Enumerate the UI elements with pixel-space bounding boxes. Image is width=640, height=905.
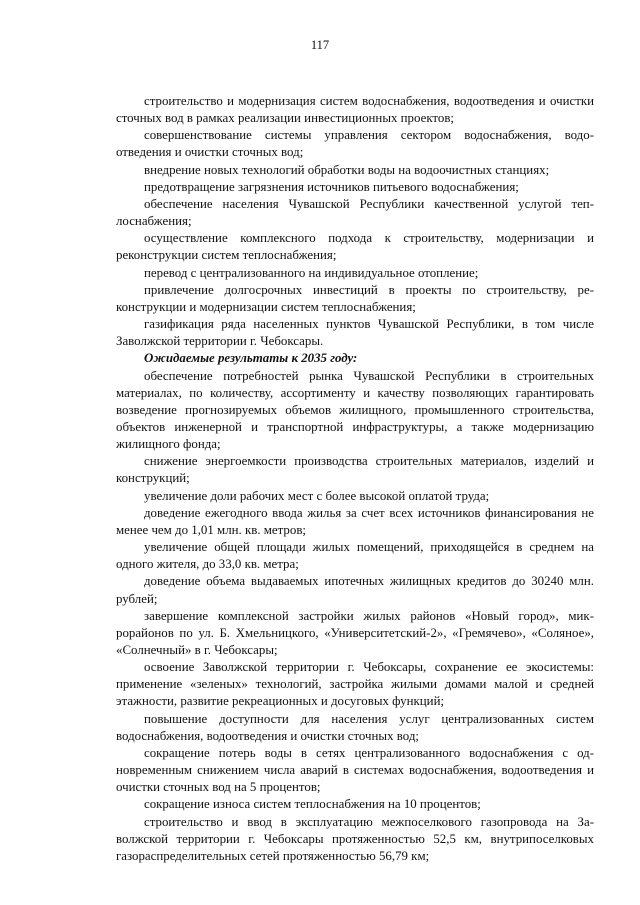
paragraph: внедрение новых технологий обработки воды на водоочистных станциях; <box>144 162 550 177</box>
paragraph: повышение доступности для населения услуг централизованных систем водоснабжения, водоотведения и очистки сточных вод; <box>116 711 594 743</box>
paragraph: газификация ряда населенных пунктов Чувашской Республики, в том числе Заволжской территории г. Чебоксары. <box>116 317 594 349</box>
paragraph: привлечение долгосрочных инвестиций в проекты по строительству, реконструкции и модернизации систем теплоснабжения; <box>116 282 594 314</box>
page-number: 117 <box>310 38 330 52</box>
paragraph: освоение Заволжской территории г. Чебоксары, сохранение ее экосистемы: применение «зеленых» технологий, застройка жилыми домами малой и средней этажности, развитие рекреационных и досуговых функций; <box>116 660 594 709</box>
paragraph: обеспечение населения Чувашской Республики качественной услугой теплоснабжения; <box>116 196 594 229</box>
paragraph: сокращение потерь воды в сетях централизованного водоснабжения с одновременным снижением числа аварий в системах водоснабжения, водоотведения и очистки сточных вод на 5 процентов; <box>116 745 594 795</box>
paragraph: перевод с централизованного на индивидуальное отопление; <box>144 265 479 280</box>
paragraph: совершенствование системы управления сектором водоснабжения, водоотведения и очистки сточных вод; <box>116 128 594 160</box>
paragraph: строительство и модернизация систем водоснабжения, водоотведения и очистки сточных вод в рамках реализации инвестиционных проектов; <box>116 94 594 126</box>
paragraph: завершение комплексной застройки жилых районов «Новый город», микрорайонов по ул. Б. Хмельницкого, «Университетский-2», «Гремячево», «Соляное», «Солнечный» в г. Чебоксары; <box>116 608 594 657</box>
paragraph: увеличение общей площади жилых помещений, приходящейся в среднем на одного жителя, до 33,0 кв. метра; <box>116 540 594 572</box>
paragraph: осуществление комплексного подхода к строительству, модернизации и реконструкции систем теплоснабжения; <box>116 231 594 263</box>
paragraph: строительство и ввод в эксплуатацию межпоселкового газопровода на Заволжской территории г. Чебоксары протяженностью 52,5 км, внутрипоселковых газораспределительных сетей протяженностью 56,79 км; <box>116 814 594 863</box>
paragraph: увеличение доли рабочих мест с более высокой оплатой труда; <box>144 488 490 503</box>
paragraph: сокращение износа систем теплоснабжения на 10 процентов; <box>144 797 481 812</box>
document-body <box>116 93 594 865</box>
section-heading: Ожидаемые результаты к 2035 году: <box>144 351 358 366</box>
paragraph: обеспечение потребностей рынка Чувашской Республики в строительных материалах, по количеству, ассортименту и качеству позволяющих гарантировать возведение прогнозируемых объемов жилищного, промышленного строительства, объектов инженерной и транспортной инфраструктуры, а также модернизацию жилищного фонда; <box>116 368 594 452</box>
paragraph: доведение ежегодного ввода жилья за счет всех источников финансирования не менее чем до 1,01 млн. кв. метров; <box>116 505 594 537</box>
paragraph: предотвращение загрязнения источников питьевого водоснабжения; <box>144 179 519 194</box>
paragraph: доведение объема выдаваемых ипотечных жилищных кредитов до 30240 млн. рублей; <box>116 574 594 606</box>
paragraph: снижение энергоемкости производства строительных материалов, изделий и конструкций; <box>116 454 594 486</box>
